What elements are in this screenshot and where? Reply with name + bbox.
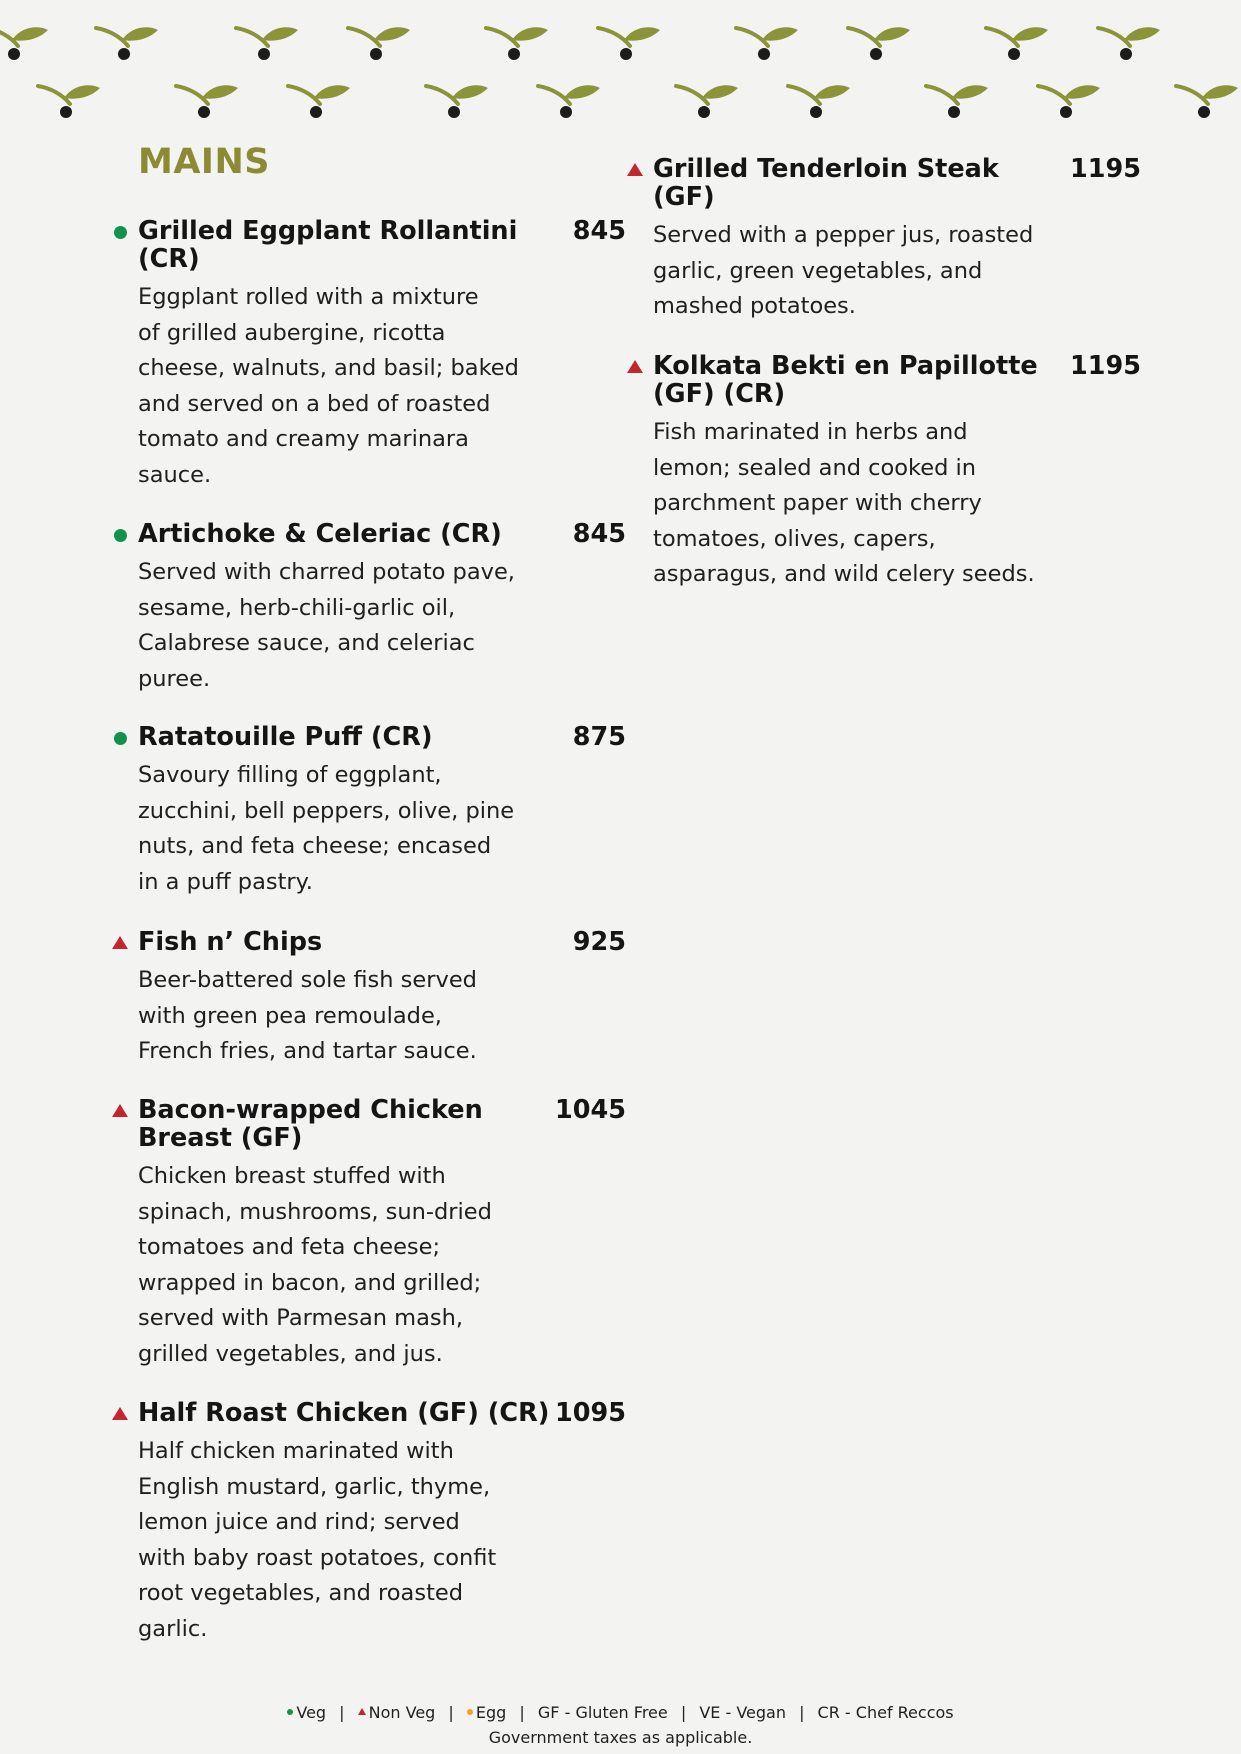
dish-price: 1045: [555, 1095, 626, 1125]
dish-price: 925: [572, 927, 626, 957]
non-veg-marker-icon: [627, 163, 643, 176]
dish-description: Served with a pepper jus, roasted garlic, green vegetables, and mashed potatoes.: [653, 222, 1034, 319]
non-veg-marker-icon: [112, 1407, 128, 1420]
dish-description: Eggplant rolled with a mixture of grilled aubergine, ricotta cheese, walnuts, and basil; baked and served on a bed of roasted tomato and creamy marinara sauce.: [138, 284, 519, 488]
dish-name: Fish n’ Chips: [138, 927, 323, 957]
dish-description: Served with charred potato pave, sesame, herb-chili-garlic oil, Calabrese sauce, and celeriac puree.: [138, 559, 515, 692]
egg-dot-icon: [467, 1709, 473, 1715]
menu-item: [138, 1399, 628, 1647]
dish-description: Savoury filling of eggplant, zucchini, bell peppers, olive, pine nuts, and feta cheese; encased in a puff pastry.: [138, 762, 515, 895]
legend-vegan: VE - Vegan: [699, 1703, 786, 1722]
non-veg-marker-icon: [627, 360, 643, 373]
legend-veg: Veg: [287, 1700, 326, 1725]
dish-description: Half chicken marinated with English mustard, garlic, thyme, lemon juice and rind; served with baby roast potatoes, confit root vegetables, and roasted garlic.: [138, 1438, 497, 1642]
dish-price: 1195: [1070, 154, 1141, 184]
non-veg-marker-icon: [112, 1104, 128, 1117]
legend-chef-reccos: CR - Chef Reccos: [817, 1703, 954, 1722]
dietary-legend: [0, 1700, 1241, 1725]
tax-note: Government taxes as applicable.: [488, 1728, 753, 1747]
dish-name: Grilled Tenderloin Steak (GF): [653, 154, 999, 212]
veg-marker-icon: [114, 732, 127, 745]
olive-row-top: [0, 27, 1160, 60]
dish-name: Artichoke & Celeriac (CR): [138, 519, 502, 549]
menu-item: [138, 723, 628, 900]
veg-marker-icon: [114, 529, 127, 542]
non-veg-triangle-icon: [358, 1708, 366, 1715]
legend-gluten-free: GF - Gluten Free: [537, 1703, 668, 1722]
olive-row-bottom: [38, 85, 1238, 118]
menu-item: [138, 520, 628, 697]
dish-price: 1095: [555, 1398, 626, 1428]
dish-description: Fish marinated in herbs and lemon; sealed and cooked in parchment paper with cherry tomatoes, olives, capers, asparagus, and wild celery seeds.: [653, 419, 1035, 587]
olive-branch-pattern: [0, 0, 1241, 130]
dish-name: Ratatouille Puff (CR): [138, 722, 433, 752]
menu-item: [138, 1096, 628, 1372]
dish-price: 845: [572, 216, 626, 246]
menu-item: [653, 155, 1143, 325]
dish-name: Half Roast Chicken (GF) (CR): [138, 1398, 550, 1428]
non-veg-marker-icon: [112, 936, 128, 949]
menu-item: [138, 928, 628, 1070]
dish-name: Grilled Eggplant Rollantini (CR): [138, 216, 518, 274]
legend-separator: |: [799, 1703, 805, 1722]
legend-separator: |: [680, 1703, 687, 1722]
dish-description: Beer-battered sole fish served with green pea remoulade, French fries, and tartar sauce.: [138, 967, 477, 1064]
veg-marker-icon: [114, 226, 127, 239]
section-title: MAINS: [138, 142, 270, 182]
dish-price: 875: [572, 722, 626, 752]
menu-footer: [0, 1700, 1241, 1750]
menu-item: [138, 217, 628, 493]
menu-item: [653, 352, 1143, 593]
legend-separator: |: [448, 1703, 454, 1722]
legend-separator: |: [339, 1703, 345, 1722]
dish-name: Bacon-wrapped Chicken Breast (GF): [138, 1095, 483, 1153]
dish-price: 1195: [1070, 351, 1141, 381]
legend-non-veg: Non Veg: [358, 1700, 436, 1725]
dish-price: 845: [572, 519, 626, 549]
legend-egg: Egg: [467, 1700, 506, 1725]
legend-separator: |: [519, 1703, 525, 1722]
dish-description: Chicken breast stuffed with spinach, mushrooms, sun-dried tomatoes and feta cheese; wrapped in bacon, and grilled; served with Parmesan mash, grilled vegetables, and jus.: [138, 1163, 492, 1367]
dish-name: Kolkata Bekti en Papillotte (GF) (CR): [653, 351, 1038, 409]
veg-dot-icon: [287, 1709, 293, 1715]
